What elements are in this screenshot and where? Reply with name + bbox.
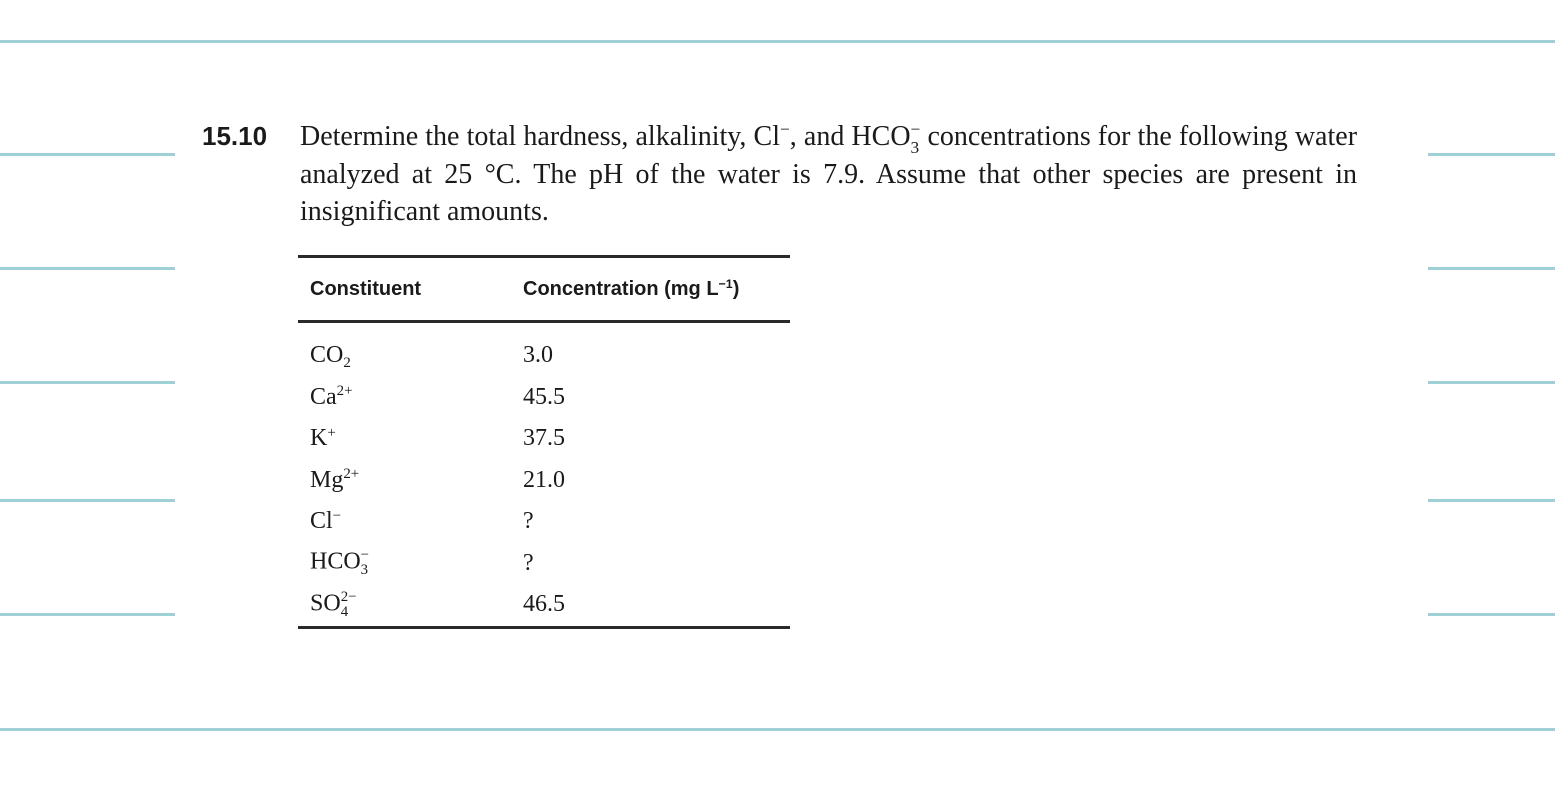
problem-text-part-1: Determine the total hardness, alkalinity, Cl bbox=[300, 121, 780, 152]
header-unit-exponent: −1 bbox=[718, 276, 733, 291]
table-row bbox=[298, 335, 790, 377]
constituent-sub: 4 bbox=[340, 603, 349, 620]
header-concentration bbox=[523, 278, 790, 301]
concentration-cell: 3.0 bbox=[523, 342, 553, 369]
constituent-sup: 2+ bbox=[343, 466, 360, 483]
header-constituent: Constituent bbox=[310, 277, 422, 300]
problem-number: 15.10 bbox=[202, 121, 268, 151]
constituent-stack bbox=[343, 466, 360, 489]
concentration-cell: 37.5 bbox=[523, 425, 565, 452]
table-row bbox=[298, 501, 790, 543]
constituent-cell bbox=[298, 342, 523, 369]
constituent-sup: 2− bbox=[340, 588, 357, 605]
hco3-stack bbox=[911, 121, 921, 156]
ruled-line-bottom bbox=[0, 728, 1555, 731]
cl-charge bbox=[780, 120, 790, 147]
ruled-line-right-1 bbox=[1428, 153, 1555, 156]
constituent-base: Ca bbox=[310, 383, 337, 410]
table-body bbox=[298, 323, 790, 626]
problem-statement bbox=[300, 118, 1357, 230]
concentration-cell: ? bbox=[523, 508, 534, 535]
ruled-line-right-3 bbox=[1428, 381, 1555, 384]
problem-text-part-3: concentrations for the following water analyzed at 25 °C. The pH of the water is 7.9. Assume that other species are present in insignificant amounts. bbox=[300, 121, 1358, 227]
constituent-base: Cl bbox=[310, 508, 333, 535]
ruled-line-right-5 bbox=[1428, 613, 1555, 616]
constituent-table bbox=[298, 255, 790, 629]
concentration-cell: 46.5 bbox=[523, 591, 565, 618]
ruled-line-left-1 bbox=[0, 153, 175, 156]
hco3-subscript: 3 bbox=[910, 137, 920, 157]
ruled-line-left-5 bbox=[0, 613, 175, 616]
constituent-stack bbox=[341, 590, 357, 620]
constituent-base: K bbox=[310, 425, 328, 452]
constituent-cell bbox=[298, 425, 523, 452]
ruled-line-right-4 bbox=[1428, 499, 1555, 502]
header-concentration-close: ) bbox=[732, 277, 740, 300]
table-row bbox=[298, 584, 790, 626]
constituent-sup: + bbox=[327, 424, 336, 441]
concentration-cell: 21.0 bbox=[523, 466, 565, 493]
hco3-charge-sup: − bbox=[910, 120, 921, 140]
constituent-stack bbox=[332, 507, 342, 530]
constituent-base: SO bbox=[310, 590, 341, 617]
table-bottom-rule bbox=[298, 626, 790, 629]
problem-text-part-2: , and HCO bbox=[789, 121, 911, 152]
constituent-base: Mg bbox=[310, 466, 344, 493]
table-row bbox=[298, 460, 790, 502]
cl-charge-sup: − bbox=[780, 120, 790, 140]
constituent-cell bbox=[298, 548, 523, 578]
constituent-cell bbox=[298, 508, 523, 535]
constituent-sup: − bbox=[360, 547, 370, 564]
ruled-line-left-3 bbox=[0, 381, 175, 384]
constituent-stack bbox=[327, 424, 336, 447]
ruled-line-right-2 bbox=[1428, 267, 1555, 270]
table-row bbox=[298, 418, 790, 460]
ruled-line-left-4 bbox=[0, 499, 175, 502]
constituent-cell bbox=[298, 467, 523, 494]
header-concentration-label: Concentration (mg L bbox=[523, 277, 719, 300]
constituent-stack bbox=[361, 548, 369, 578]
constituent-cell bbox=[298, 590, 523, 620]
concentration-cell: ? bbox=[523, 549, 534, 576]
constituent-cell bbox=[298, 384, 523, 411]
constituent-base: HCO bbox=[310, 548, 361, 575]
ruled-line-top bbox=[0, 40, 1555, 43]
constituent-sub: 2 bbox=[343, 354, 351, 371]
table-row bbox=[298, 377, 790, 419]
constituent-sub: 3 bbox=[360, 562, 369, 579]
constituent-stack bbox=[343, 349, 351, 371]
table-header-row bbox=[298, 258, 790, 320]
concentration-cell: 45.5 bbox=[523, 383, 565, 410]
constituent-sup: 2+ bbox=[336, 383, 353, 400]
constituent-sup: − bbox=[332, 507, 342, 524]
ruled-line-left-2 bbox=[0, 267, 175, 270]
constituent-stack bbox=[336, 383, 353, 406]
table-row bbox=[298, 543, 790, 585]
constituent-base: CO bbox=[310, 342, 344, 369]
